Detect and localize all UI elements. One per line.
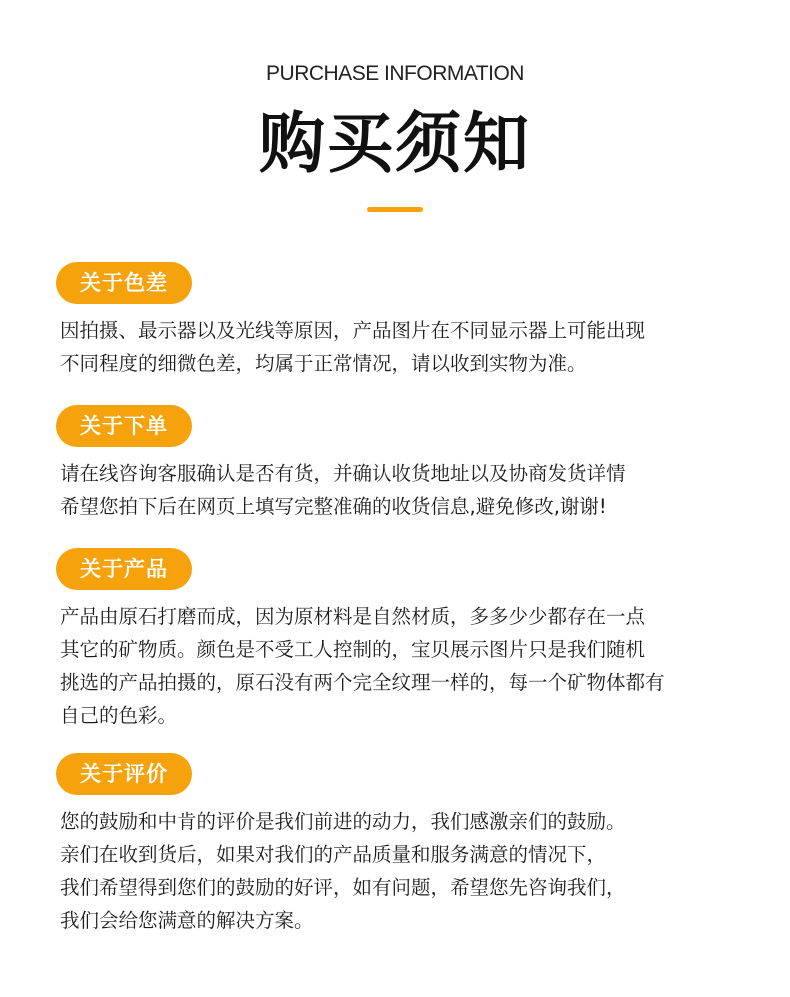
title-underline xyxy=(367,207,423,212)
body-line: 我们会给您满意的解决方案。 xyxy=(60,909,314,932)
section-badge: 关于评价 xyxy=(56,753,192,795)
body-line: 挑选的产品拍摄的，原石没有两个完全纹理一样的，每一个矿物体都有 xyxy=(60,671,665,694)
section-body xyxy=(56,600,756,732)
section-body xyxy=(56,457,756,523)
section-product xyxy=(56,548,756,732)
body-line: 不同程度的细微色差，均属于正常情况，请以收到实物为准。 xyxy=(60,352,587,375)
section-badge: 关于色差 xyxy=(56,262,192,304)
body-line: 请在线咨询客服确认是否有货，并确认收货地址以及协商发货详情 xyxy=(60,462,626,485)
section-badge: 关于产品 xyxy=(56,548,192,590)
section-badge: 关于下单 xyxy=(56,405,192,447)
body-line: 自己的色彩。 xyxy=(60,704,178,727)
body-line: 我们希望得到您们的鼓励的好评，如有问题，希望您先咨询我们， xyxy=(60,876,626,899)
section-ordering xyxy=(56,405,756,523)
body-line: 希望您拍下后在网页上填写完整准确的收货信息,避免修改,谢谢! xyxy=(60,495,607,518)
section-body xyxy=(56,805,756,937)
eyebrow-title: PURCHASE INFORMATION xyxy=(266,62,524,85)
page-title: 购买须知 xyxy=(259,105,531,182)
body-line: 因拍摄、最示器以及光线等原因，产品图片在不同显示器上可能出现 xyxy=(60,319,646,342)
section-reviews xyxy=(56,753,756,937)
section-body xyxy=(56,314,756,380)
body-line: 您的鼓励和中肯的评价是我们前进的动力，我们感激亲们的鼓励。 xyxy=(60,810,626,833)
body-line: 亲们在收到货后，如果对我们的产品质量和服务满意的情况下， xyxy=(60,843,607,866)
body-line: 其它的矿物质。颜色是不受工人控制的，宝贝展示图片只是我们随机 xyxy=(60,638,646,661)
section-color-difference xyxy=(56,262,756,380)
body-line: 产品由原石打磨而成，因为原材料是自然材质，多多少少都存在一点 xyxy=(60,605,646,628)
